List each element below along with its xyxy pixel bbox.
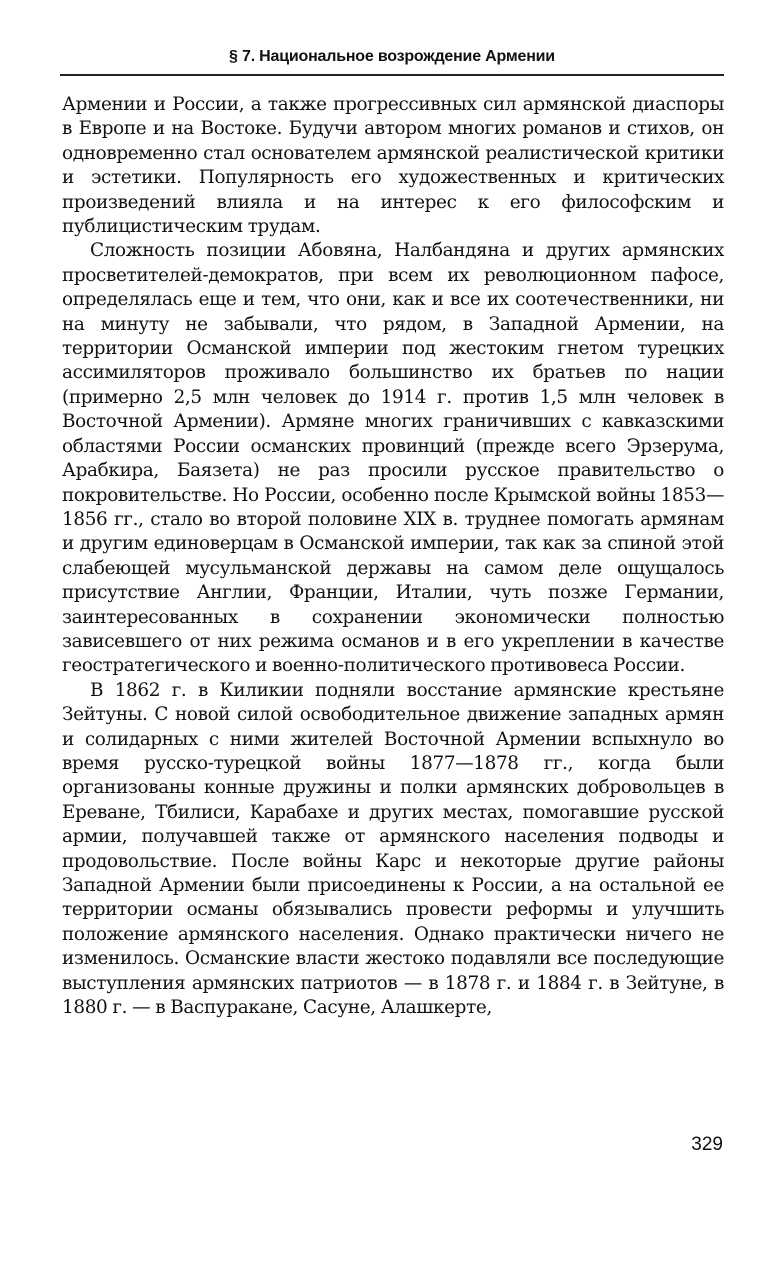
running-header bbox=[60, 44, 724, 76]
paragraph-uprisings: В 1862 г. в Киликии подняли восстание армянские крестьяне Зейтуны. С новой силой освободительное движение западных армян и солидарных с ними жителей Восточной Армении вспыхнуло во время русско-турецкой войны 1877—1878 гг., когда были организованы конные дружины и полки армянских добровольцев в Ереване, Тбилиси, Карабахе и других местах, помогавшие русской армии, получавшей также от армянского населения подводы и продовольствие. После войны Карс и некоторые другие районы Западной Армении были присоединены к России, а на остальной ее территории османы обязывались провести реформы и улучшить положение армянского населения. Однако практически ничего не изменилось. Османские власти жестоко подавляли все последующие выступления армянских патриотов — в 1878 г. и 1884 г. в Зейтуне, в 1880 г. — в Васпуракане, Сасуне, Алашкерте, bbox=[62, 679, 724, 1019]
paragraph-continuation: Армении и России, а также прогрессивных сил армянской диаспоры в Европе и на Востоке. Будучи автором многих романов и стихов, он одновременно стал основателем армянской реалистической критики и эстетики. Популярность его художественных и критических произведений влияла и на интерес к его философским и публицистическим трудам. bbox=[62, 94, 724, 238]
body-text bbox=[62, 93, 724, 1020]
header-title: § 7. Национальное возрождение Армении bbox=[229, 48, 555, 65]
page-number: 329 bbox=[691, 1134, 723, 1155]
paragraph-enlighteners: Сложность позиции Абовяна, Налбандяна и других армянских просветителей-демократов, при всем их революционном пафосе, определялась еще и тем, что они, как и все их соотечественники, ни на минуту не забывали, что рядом, в Западной Армении, на территории Османской империи под жестоким гнетом турецких ассимиляторов проживало большинство их братьев по нации (примерно 2,5 млн человек до 1914 г. против 1,5 млн человек в Восточной Армении). Армяне многих граничивших с кавказскими областями России османских провинций (прежде всего Эрзерума, Арабкира, Баязета) не раз просили русское правительство о покровительстве. Но России, особенно после Крымской войны 1853—1856 гг., стало во второй половине XIX в. труднее помогать армянам и другим единоверцам в Османской империи, так как за спиной этой слабеющей мусульманской державы на самом деле ощущалось присутствие Англии, Франции, Италии, чуть позже Германии, заинтересованных в сохранении экономически полностью зависевшего от них режима османов и в его укреплении в качестве геостратегического и военно-политического противовеса России. bbox=[62, 240, 724, 677]
